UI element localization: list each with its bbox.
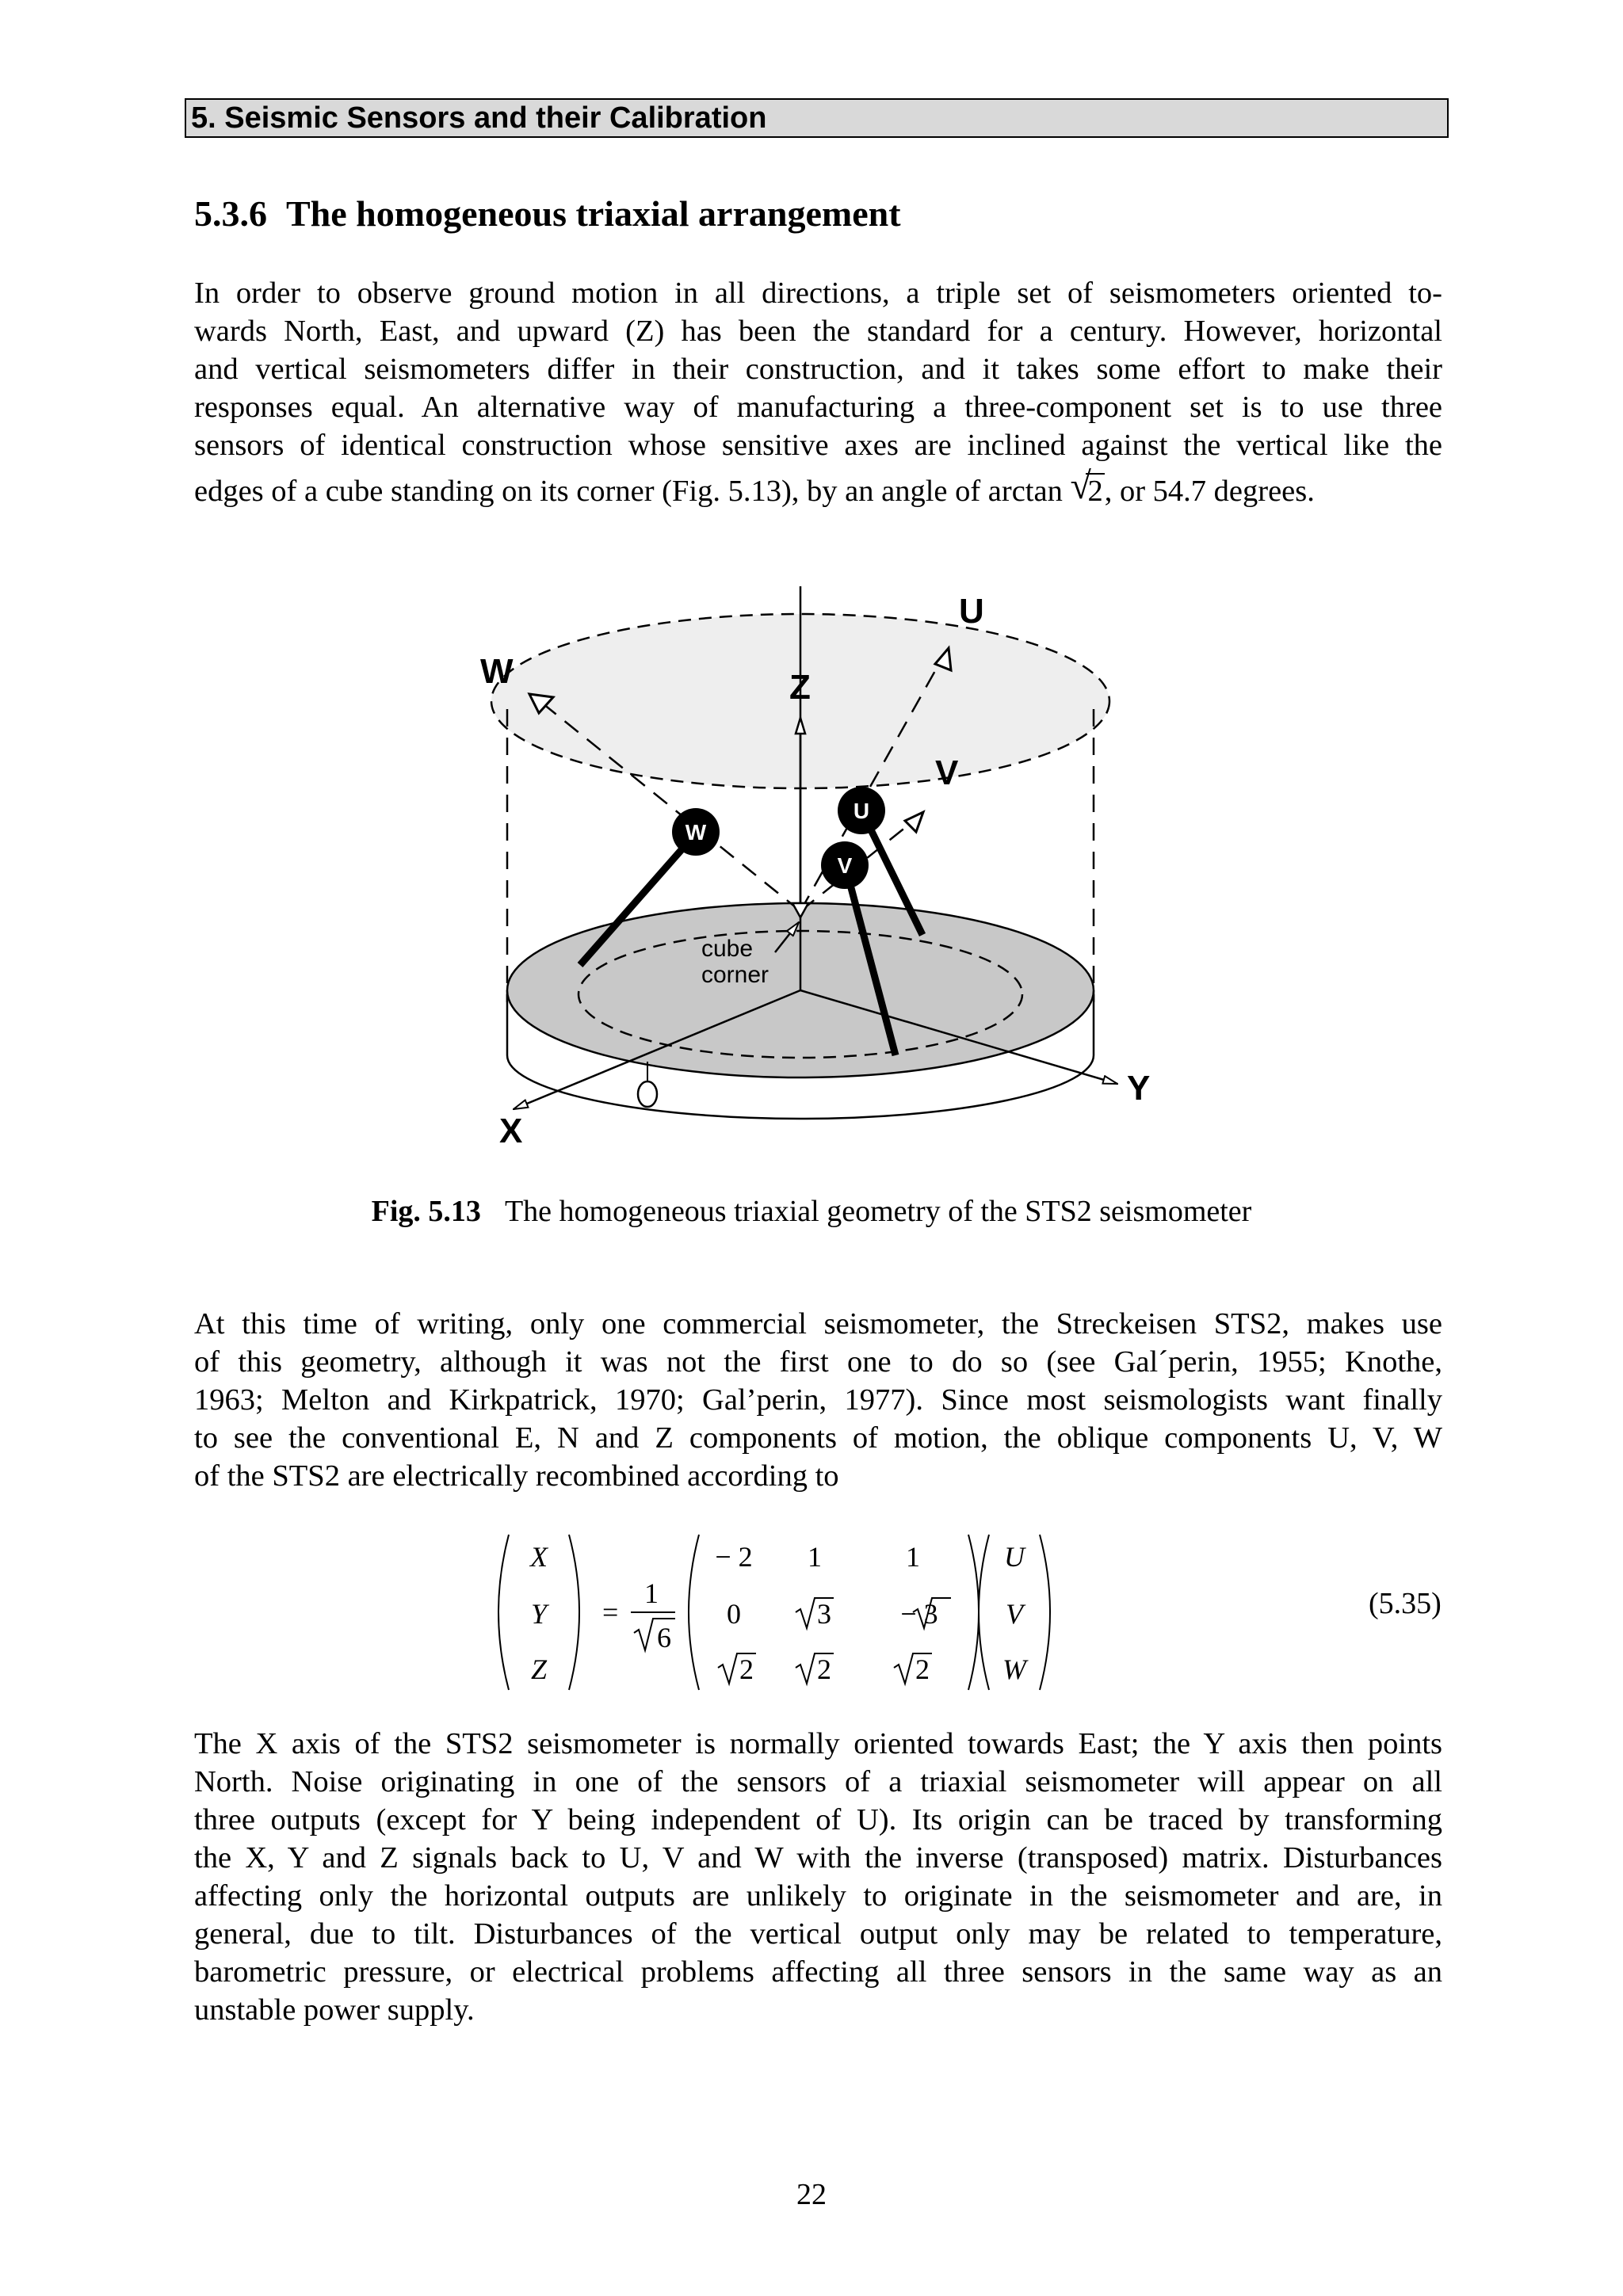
matrix-cell: 2 <box>915 1653 930 1685</box>
figure-caption <box>0 1194 1623 1229</box>
rhs-w: W <box>1002 1653 1026 1685</box>
matrix-cell: − 3 <box>900 1598 938 1630</box>
rhs-paren-right <box>1040 1535 1050 1690</box>
text-line <box>194 465 1442 510</box>
section-heading <box>194 193 901 235</box>
text-fragment: , or 54.7 degrees. <box>1104 475 1315 508</box>
lhs-y: Y <box>530 1598 548 1630</box>
text-line: barometric pressure, or electrical problems affecting all three sensors in the same way as an <box>194 1955 1442 1989</box>
sensor-v-label: V <box>837 853 853 878</box>
matrix-cell: 2 <box>817 1653 831 1685</box>
text-line: and vertical seismometers differ in their construction, and it takes some effort to make their <box>194 353 1442 386</box>
axis-label-y: Y <box>1127 1069 1151 1108</box>
matrix-cell: 1 <box>808 1541 822 1573</box>
v-arrowhead <box>905 812 923 832</box>
equals-sign: = <box>602 1596 619 1628</box>
text-line: responses equal. An alternative way of manufacturing a three-component set is to use three <box>194 391 1442 424</box>
paragraph-sts2 <box>194 1305 1442 1495</box>
sensor-w-label: W <box>685 820 707 845</box>
rhs-v: V <box>1006 1598 1023 1630</box>
matrix-cell: 2 <box>739 1653 754 1685</box>
sqrt-value: 2 <box>1087 475 1103 508</box>
lhs-paren-left <box>498 1535 509 1690</box>
axis-label-z: Z <box>789 668 811 707</box>
sqrt-expression <box>1070 465 1104 510</box>
equation-number: (5.35) <box>1369 1587 1442 1620</box>
text-line: the X, Y and Z signals back to U, V and W with the inverse (transposed) matrix. Disturbances <box>194 1841 1442 1875</box>
factor-numerator: 1 <box>644 1577 659 1609</box>
matrix-cell: − 2 <box>715 1541 753 1573</box>
chapter-header: 5. Seismic Sensors and their Calibration <box>185 98 1449 138</box>
matrix-cell: 0 <box>727 1598 741 1630</box>
text-line: of this geometry, although it was not the first one to do so (see Gal´perin, 1955; Knothe, <box>194 1345 1442 1379</box>
text-line: general, due to tilt. Disturbances of the vertical output only may be related to temperature, <box>194 1917 1442 1951</box>
text-line: North. Noise originating in one of the sensors of a triaxial seismometer will appear on all <box>194 1765 1442 1798</box>
axis-label-x: X <box>499 1112 523 1150</box>
page-number: 22 <box>796 2178 827 2211</box>
radical-sign: √ <box>1070 465 1091 507</box>
axis-label-v: V <box>935 753 959 792</box>
axis-label-u: U <box>959 592 984 631</box>
paragraph-intro <box>194 274 1442 510</box>
matrix-paren-left <box>689 1535 699 1690</box>
factor-denominator: 6 <box>657 1622 671 1653</box>
cube-corner-label-1: cube <box>701 936 754 962</box>
text-line: unstable power supply. <box>194 1993 475 2027</box>
text-line: affecting only the horizontal outputs are unlikely to originate in the seismometer and are, in <box>194 1879 1442 1913</box>
lhs-z: Z <box>530 1653 548 1685</box>
level-bubble <box>638 1081 657 1107</box>
text-line: At this time of writing, only one commercial seismometer, the Streckeisen STS2, makes use <box>194 1307 1442 1341</box>
triaxial-geometry-figure <box>444 586 1189 1157</box>
text-fragment: edges of a cube standing on its corner (Fig. 5.13), by an angle of arctan <box>194 475 1063 508</box>
rhs-paren-left <box>979 1535 989 1690</box>
matrix-cell: 3 <box>817 1598 831 1630</box>
text-line: In order to observe ground motion in all directions, a triple set of seismometers oriented to- <box>194 277 1442 310</box>
lhs-x: X <box>530 1541 548 1573</box>
matrix-paren-right <box>968 1535 979 1690</box>
text-line: 1963; Melton and Kirkpatrick, 1970; Gal’perin, 1977). Since most seismologists want finally <box>194 1383 1442 1417</box>
text-line: to see the conventional E, N and Z components of motion, the oblique components U, V, W <box>194 1421 1442 1455</box>
figure-caption-text: The homogeneous triaxial geometry of the STS2 seismometer <box>504 1195 1252 1228</box>
paragraph-noise <box>194 1725 1442 2029</box>
text-line: of the STS2 are electrically recombined according to <box>194 1459 839 1493</box>
rhs-u: U <box>1004 1541 1025 1573</box>
section-number: 5.3.6 <box>194 193 267 234</box>
equation-5-35 <box>475 1525 1458 1699</box>
matrix-cell: 1 <box>906 1541 920 1573</box>
axis-label-w: W <box>480 652 514 691</box>
section-title: The homogeneous triaxial arrangement <box>286 193 901 234</box>
text-line: wards North, East, and upward (Z) has been the standard for a century. However, horizontal <box>194 315 1442 348</box>
cube-corner-label-2: corner <box>701 962 769 988</box>
figure-label: Fig. 5.13 <box>371 1195 481 1228</box>
sensor-u-label: U <box>853 799 870 823</box>
text-line: sensors of identical construction whose sensitive axes are inclined against the vertical like the <box>194 429 1442 462</box>
text-line: The X axis of the STS2 seismometer is normally oriented towards East; the Y axis then points <box>194 1727 1442 1760</box>
text-line: three outputs (except for Y being independent of U). Its origin can be traced by transforming <box>194 1803 1442 1836</box>
lhs-paren-right <box>569 1535 579 1690</box>
